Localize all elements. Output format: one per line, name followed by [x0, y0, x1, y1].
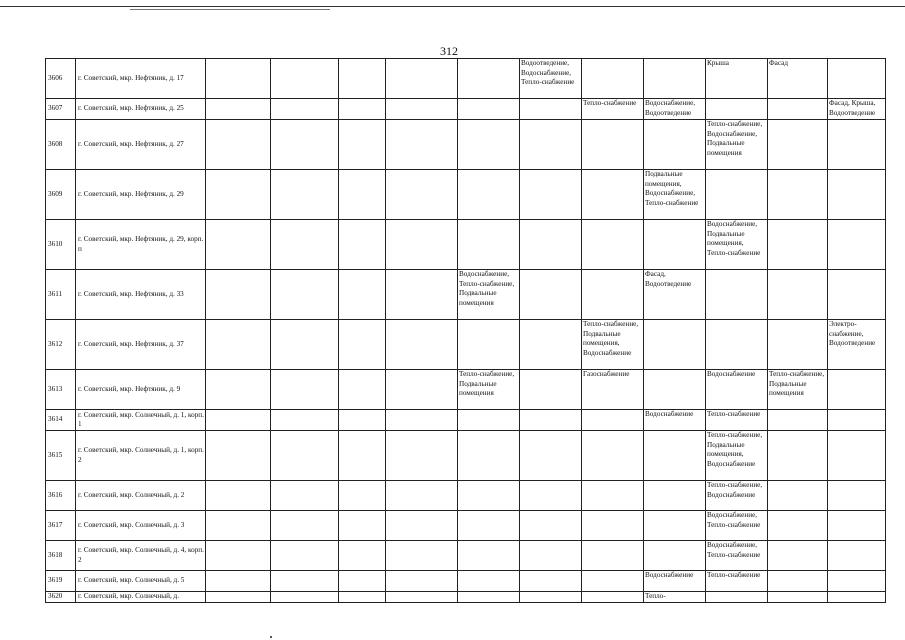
work-type-cell	[582, 481, 644, 511]
address-cell: г. Советский, мкр. Нефтяник, д. 37	[76, 320, 206, 370]
work-type-cell	[339, 481, 386, 511]
work-type-cell	[582, 270, 644, 320]
work-type-cell	[386, 431, 458, 481]
work-type-cell	[386, 481, 458, 511]
work-type-cell: Водоснабжение, Тепло-снабжение	[706, 541, 768, 571]
work-type-cell	[644, 220, 706, 270]
work-type-cell	[271, 220, 339, 270]
work-type-cell	[386, 170, 458, 220]
work-type-cell	[206, 220, 271, 270]
work-type-cell	[520, 99, 582, 120]
work-type-cell: Тепло-снабжение, Подвальные помещения	[458, 370, 520, 410]
address-cell: г. Советский, мкр. Нефтяник, д. 25	[76, 99, 206, 120]
work-type-cell	[582, 511, 644, 541]
work-type-cell	[271, 370, 339, 410]
repair-schedule-table	[45, 58, 886, 603]
work-type-cell: Водоснабжение, Подвальные помещения, Тепло-снабжение	[706, 220, 768, 270]
page-number: 312	[440, 44, 458, 58]
work-type-cell	[458, 120, 520, 170]
table-row	[46, 170, 886, 220]
work-type-cell	[386, 59, 458, 99]
scan-speck	[270, 636, 272, 638]
row-number: 3616	[46, 481, 76, 511]
work-type-cell	[386, 511, 458, 541]
work-type-cell	[768, 541, 828, 571]
work-type-cell	[458, 481, 520, 511]
work-type-cell: Водоснабжение	[644, 410, 706, 431]
table-row	[46, 410, 886, 431]
work-type-cell	[828, 59, 886, 99]
work-type-cell	[582, 220, 644, 270]
work-type-cell	[458, 59, 520, 99]
row-number: 3611	[46, 270, 76, 320]
work-type-cell	[520, 592, 582, 603]
scan-top-line-secondary	[130, 9, 330, 10]
row-number: 3609	[46, 170, 76, 220]
work-type-cell	[386, 220, 458, 270]
work-type-cell	[520, 541, 582, 571]
work-type-cell	[828, 120, 886, 170]
row-number: 3615	[46, 431, 76, 481]
work-type-cell	[386, 99, 458, 120]
work-type-cell: Тепло-снабжение, Водоснабжение	[706, 481, 768, 511]
address-cell: г. Советский, мкр. Нефтяник, д. 9	[76, 370, 206, 410]
work-type-cell	[339, 410, 386, 431]
work-type-cell: Водоснабжение, Тепло-снабжение, Подвальные помещения	[458, 270, 520, 320]
work-type-cell	[271, 511, 339, 541]
work-type-cell: Фасад, Водоотведение	[644, 270, 706, 320]
work-type-cell: Тепло-снабжение	[706, 571, 768, 592]
table-body	[46, 59, 886, 603]
work-type-cell	[768, 270, 828, 320]
work-type-cell	[520, 481, 582, 511]
row-number: 3618	[46, 541, 76, 571]
table-row	[46, 370, 886, 410]
address-cell: г. Советский, мкр. Нефтяник, д. 33	[76, 270, 206, 320]
work-type-cell	[520, 270, 582, 320]
work-type-cell	[458, 431, 520, 481]
work-type-cell	[271, 431, 339, 481]
row-number: 3613	[46, 370, 76, 410]
address-cell: г. Советский, мкр. Солнечный, д. 1, корп. 2	[76, 431, 206, 481]
work-type-cell	[706, 170, 768, 220]
table-row	[46, 571, 886, 592]
row-number: 3612	[46, 320, 76, 370]
row-number: 3614	[46, 410, 76, 431]
work-type-cell	[386, 270, 458, 320]
work-type-cell	[206, 99, 271, 120]
address-cell: г. Советский, мкр. Солнечный, д. 5	[76, 571, 206, 592]
work-type-cell	[271, 59, 339, 99]
work-type-cell	[828, 410, 886, 431]
work-type-cell	[644, 431, 706, 481]
work-type-cell	[206, 592, 271, 603]
work-type-cell	[339, 541, 386, 571]
table-row	[46, 270, 886, 320]
work-type-cell: Крыша	[706, 59, 768, 99]
work-type-cell: Водоснабжение, Водоотведение	[644, 99, 706, 120]
work-type-cell	[768, 511, 828, 541]
work-type-cell	[206, 431, 271, 481]
work-type-cell	[206, 541, 271, 571]
work-type-cell	[706, 320, 768, 370]
work-type-cell	[339, 431, 386, 481]
row-number: 3607	[46, 99, 76, 120]
work-type-cell: Тепло-снабжение, Подвальные помещения, Водоснабжение	[582, 320, 644, 370]
work-type-cell	[768, 431, 828, 481]
work-type-cell	[458, 170, 520, 220]
work-type-cell	[582, 592, 644, 603]
work-type-cell	[520, 370, 582, 410]
work-type-cell	[582, 431, 644, 481]
address-cell: г. Советский, мкр. Солнечный, д.	[76, 592, 206, 603]
work-type-cell	[520, 220, 582, 270]
work-type-cell	[582, 571, 644, 592]
work-type-cell	[206, 410, 271, 431]
work-type-cell	[458, 220, 520, 270]
table-row	[46, 99, 886, 120]
work-type-cell	[458, 99, 520, 120]
work-type-cell	[768, 99, 828, 120]
work-type-cell	[768, 320, 828, 370]
work-type-cell	[644, 370, 706, 410]
work-type-cell	[339, 120, 386, 170]
work-type-cell	[458, 571, 520, 592]
work-type-cell	[386, 571, 458, 592]
work-type-cell	[768, 170, 828, 220]
work-type-cell	[520, 120, 582, 170]
work-type-cell	[271, 541, 339, 571]
table-row	[46, 481, 886, 511]
address-cell: г. Советский, мкр. Солнечный, д. 3	[76, 511, 206, 541]
work-type-cell	[339, 370, 386, 410]
address-cell: г. Советский, мкр. Солнечный, д. 2	[76, 481, 206, 511]
work-type-cell	[706, 592, 768, 603]
work-type-cell	[339, 592, 386, 603]
work-type-cell	[706, 270, 768, 320]
work-type-cell	[644, 481, 706, 511]
work-type-cell	[768, 571, 828, 592]
work-type-cell	[386, 592, 458, 603]
work-type-cell	[828, 370, 886, 410]
work-type-cell	[582, 541, 644, 571]
work-type-cell: Водоснабжение	[644, 571, 706, 592]
work-type-cell	[828, 431, 886, 481]
work-type-cell	[828, 541, 886, 571]
work-type-cell	[206, 511, 271, 541]
work-type-cell	[206, 170, 271, 220]
work-type-cell	[339, 571, 386, 592]
work-type-cell	[768, 410, 828, 431]
table-row	[46, 431, 886, 481]
work-type-cell	[768, 592, 828, 603]
work-type-cell	[644, 59, 706, 99]
work-type-cell	[206, 571, 271, 592]
work-type-cell	[271, 320, 339, 370]
address-cell: г. Советский, мкр. Нефтяник, д. 29, корп. п	[76, 220, 206, 270]
work-type-cell	[271, 481, 339, 511]
work-type-cell	[271, 592, 339, 603]
work-type-cell	[386, 370, 458, 410]
work-type-cell	[386, 120, 458, 170]
work-type-cell	[828, 571, 886, 592]
work-type-cell: Водоотведение, Водоснабжение, Тепло-снабжение	[520, 59, 582, 99]
work-type-cell	[339, 270, 386, 320]
work-type-cell	[339, 59, 386, 99]
work-type-cell	[582, 170, 644, 220]
work-type-cell	[644, 511, 706, 541]
work-type-cell	[271, 120, 339, 170]
table-row	[46, 59, 886, 99]
work-type-cell	[206, 320, 271, 370]
work-type-cell: Фасад	[768, 59, 828, 99]
work-type-cell	[339, 511, 386, 541]
work-type-cell: Тепло-	[644, 592, 706, 603]
work-type-cell: Водоснабжение, Тепло-снабжение	[706, 511, 768, 541]
work-type-cell	[520, 320, 582, 370]
row-number: 3617	[46, 511, 76, 541]
work-type-cell	[271, 99, 339, 120]
work-type-cell	[386, 541, 458, 571]
table-row	[46, 592, 886, 603]
work-type-cell	[206, 481, 271, 511]
address-cell: г. Советский, мкр. Нефтяник, д. 29	[76, 170, 206, 220]
work-type-cell	[828, 592, 886, 603]
work-type-cell	[828, 511, 886, 541]
work-type-cell	[520, 410, 582, 431]
work-type-cell	[458, 592, 520, 603]
work-type-cell	[520, 431, 582, 481]
work-type-cell	[271, 270, 339, 320]
work-type-cell: Тепло-снабжение, Подвальные помещения, Водоснабжение	[706, 431, 768, 481]
work-type-cell	[828, 481, 886, 511]
address-cell: г. Советский, мкр. Нефтяник, д. 27	[76, 120, 206, 170]
work-type-cell: Электро-снабжение, Водоотведение	[828, 320, 886, 370]
work-type-cell	[458, 541, 520, 571]
work-type-cell	[386, 320, 458, 370]
work-type-cell: Тепло-снабжение, Водоснабжение, Подвальные помещения	[706, 120, 768, 170]
work-type-cell	[768, 120, 828, 170]
work-type-cell	[271, 410, 339, 431]
work-type-cell	[339, 170, 386, 220]
work-type-cell	[458, 320, 520, 370]
work-type-cell	[582, 120, 644, 170]
work-type-cell	[520, 511, 582, 541]
work-type-cell: Подвальные помещения, Водоснабжение, Тепло-снабжение	[644, 170, 706, 220]
work-type-cell	[386, 410, 458, 431]
work-type-cell: Тепло-снабжение, Подвальные помещения	[768, 370, 828, 410]
work-type-cell	[828, 220, 886, 270]
work-type-cell	[339, 220, 386, 270]
work-type-cell	[206, 270, 271, 320]
row-number: 3610	[46, 220, 76, 270]
work-type-cell	[644, 541, 706, 571]
work-type-cell	[768, 220, 828, 270]
table-row	[46, 220, 886, 270]
work-type-cell	[644, 120, 706, 170]
work-type-cell: Тепло-снабжение	[582, 99, 644, 120]
work-type-cell	[644, 320, 706, 370]
work-type-cell	[582, 59, 644, 99]
work-type-cell: Водоснабжение	[706, 370, 768, 410]
work-type-cell	[706, 99, 768, 120]
address-cell: г. Советский, мкр. Нефтяник, д. 17	[76, 59, 206, 99]
row-number: 3606	[46, 59, 76, 99]
table-row	[46, 120, 886, 170]
work-type-cell	[458, 410, 520, 431]
work-type-cell	[458, 511, 520, 541]
work-type-cell	[206, 370, 271, 410]
work-type-cell	[828, 270, 886, 320]
table-row	[46, 320, 886, 370]
work-type-cell: Тепло-снабжение	[706, 410, 768, 431]
address-cell: г. Советский, мкр. Солнечный, д. 1, корп. 1	[76, 410, 206, 431]
work-type-cell	[271, 170, 339, 220]
work-type-cell	[339, 320, 386, 370]
work-type-cell	[768, 481, 828, 511]
scan-top-line	[0, 6, 905, 7]
work-type-cell	[520, 571, 582, 592]
row-number: 3608	[46, 120, 76, 170]
work-type-cell	[339, 99, 386, 120]
work-type-cell	[206, 120, 271, 170]
row-number: 3620	[46, 592, 76, 603]
work-type-cell	[828, 170, 886, 220]
address-cell: г. Советский, мкр. Солнечный, д. 4, корп. 2	[76, 541, 206, 571]
work-type-cell: Газоснабжение	[582, 370, 644, 410]
work-type-cell	[520, 170, 582, 220]
row-number: 3619	[46, 571, 76, 592]
table-row	[46, 511, 886, 541]
work-type-cell: Фасад, Крыша, Водоотведение	[828, 99, 886, 120]
work-type-cell	[271, 571, 339, 592]
work-type-cell	[206, 59, 271, 99]
work-type-cell	[582, 410, 644, 431]
table-row	[46, 541, 886, 571]
